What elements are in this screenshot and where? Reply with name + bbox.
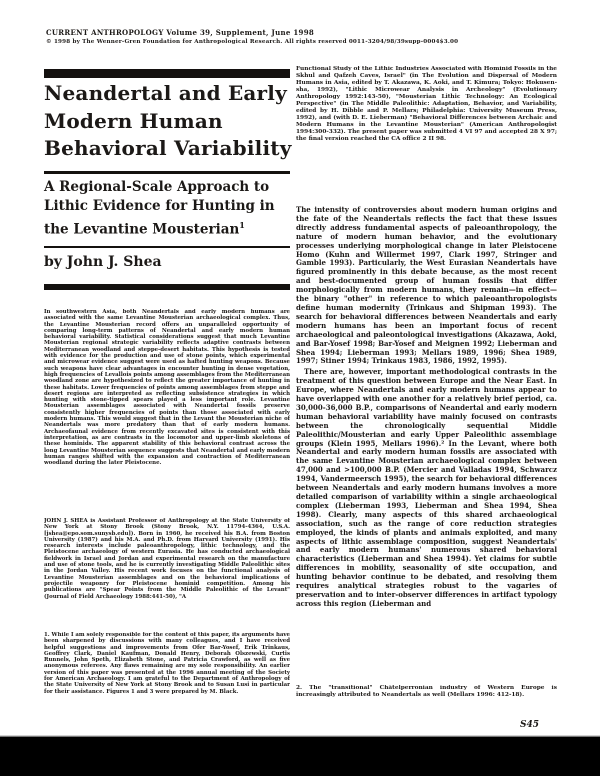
- article-body: [296, 206, 557, 658]
- byline-bottom-bar: [44, 284, 290, 290]
- byline: by John J. Shea: [44, 254, 162, 270]
- footnote-1: 1. While I am solely responsible for the content of this paper, its arguments have been sharpened by discussions with many colleagues, and I have received helpful suggestions and improvements from Ofer Bar-Yosef, Erik Trinkaus, Geoffrey Clark, Daniel Kaufman, Donald Henry, Deborah Olszewski, Curtis Runnels, John Speth, Elizabeth Stone, and Patricia Crawford, as well as five anonymous referees. Any flaws remaining are my sole responsibility. An earlier version of this paper was presented at the 1996 annual meeting of the Society for American Archaeology. I am grateful to the Department of Anthropology of the State University of New York at Stony Brook and to Susan Lusi in particular for their assistance. Figures 1 and 3 were prepared by M. Black.: [44, 632, 290, 695]
- subtitle-line-1: A Regional-Scale Approach to: [44, 179, 270, 195]
- journal-running-head: CURRENT ANTHROPOLOGY Volume 39, Supplement, June 1998: [46, 28, 315, 37]
- footnote-2: 2. The "transitional" Châtelperronian industry of Western Europe is increasingly attributed to Neandertals as well (Mellars 1996: 412-18).: [296, 685, 557, 698]
- subtitle-line-3: the Levantine Mousterian$^1$: [44, 220, 245, 238]
- author-bio: JOHN J. SHEA is Assistant Professor of Anthropology at the State University of New York at Stony Brook (Stony Brook, N.Y. 11794-4364, U.S.A. [jshea@epo.som.sunysb.edu]). Born in 1960, he received his B.A. from Boston University (1987) and his M.A. and Ph.D. from Harvard University (1991). His research interests include paleoanthropology, lithic technology, and the Pleistocene archaeology of western Eurasia. He has conducted archaeological fieldwork in Israel and Jordan and experimental research on the manufacture and use of stone tools, and he is currently investigating Middle Paleolithic sites in the Jordan Valley. His recent work focuses on the functional analysis of Levantine Mousterian assemblages and on the behavioral implications of projectile weaponry for Pleistocene hominid competition. Among his publications are "Spear Points from the Middle Paleolithic of the Levant" (Journal of Field Archaeology 1988:441-50), "A: [44, 518, 290, 600]
- byline-top-rule: [44, 246, 290, 248]
- author-bio-continuation: Functional Study of the Lithic Industries Associated with Hominid Fossils in the Skhul and Qafzeh Caves, Israel" (in The Evolution and Dispersal of Modern Humans in Asia, edited by T. Akazawa, K. Aoki, and T. Kimura; Tokyo: Hokusen-sha, 1992), "Lithic Microwear Analysis in Archeology" (Evolutionary Anthropology 1992:143-50), "Mousterian Lithic Technology: An Ecological Perspective" (in The Middle Paleolithic: Adaptation, Behavior, and Variability, edited by H. Dibble and P. Mellars; Philadelphia: University Museum Press, 1992), and (with D. E. Lieberman) "Behavioral Differences between Archaic and Modern Humans in the Levantine Mousterian" (American Anthropologist 1994:300-332). The present paper was submitted 4 VI 97 and accepted 28 X 97; the final version reached the CA office 2 II 98.: [296, 66, 557, 142]
- article-title-line-2: Modern Human: [44, 108, 223, 133]
- article-title-line-3: Behavioral Variability: [44, 136, 292, 160]
- subtitle-line-2: Lithic Evidence for Hunting in: [44, 198, 275, 214]
- article-title: [44, 80, 296, 163]
- abstract-text: In southwestern Asia, both Neandertals and early modern humans are associated with the same Levantine Mousterian archaeological complex. Thus, the Levantine Mousterian record offers an unparalleled opportunity of comparing long-term patterns of Neandertal and early modern human behavioral variability. Statistical considerations suggest that much Levantine Mousterian regional strategic variability reflects adaptive contrasts between Mediterranean woodland and steppe-desert habitats. This hypothesis is tested with evidence for the production and use of stone points, which experimental and microwear evidence suggest were used as hafted hunting weapons. Because such weapons have clear advantages in encounter hunting in dense vegetation, high frequencies of Levallois points among assemblages from the Mediterranean woodland zone are hypothesized to reflect the greater importance of hunting in these habitats. Lower frequencies of points among assemblages from steppe and desert regions are interpreted as reflecting subsistence strategies in which hunting with stone-tipped spears played a less important role. Levantine Mousterian assemblages associated with Neandertal fossils preserve consistently higher frequencies of points than those associated with early modern humans. This would suggest that in the Levant the Mousterian niche of Neandertals was more predatory than that of early modern humans. Archaeofaunal evidence from recently excavated sites is consistent with this interpretation, as are contrasts in the locomotor and upper-limb skeletons of these hominids. The apparent stability of this behavioral contrast across the long Levantine Mousterian sequence suggests that Neandertal and early modern human ranges shifted with the expansion and contraction of Mediterranean woodland during the later Pleistocene.: [44, 309, 290, 467]
- subtitle-footnote-marker: 1: [239, 220, 245, 230]
- copyright-line: © 1998 by The Wenner-Gren Foundation for Anthropological Research. All rights reserved 0011-3204/98/39supp-0004$3.00: [46, 39, 459, 45]
- title-top-bar: [44, 69, 290, 78]
- body-paragraph-1: The intensity of controversies about modern human origins and the fate of the Neandertals reflects the fact that these issues directly address fundamental aspects of paleoanthropology, the nature of modern human behavior, and the evolutionary processes underlying morphological change in later Pleistocene Homo (Kuhn and Willermet 1997, Clark 1997, Stringer and Gamble 1993). Particularly, the West Eurasian Neandertals have figured prominently in this debate because, as the most recent and best-documented group of human fossils that differ morphologically from modern humans, they remain—in effect—the binary "other" in reference to which paleoanthropologists define human modernity (Trinkaus and Shipman 1993). The search for behavioral differences between Neandertals and early modern humans has been an important focus of recent archaeological and paleontological investigations (Akazawa, Aoki, and Bar-Yosef 1998; Bar-Yosef and Meignen 1992; Lieberman and Shea 1994; Lieberman 1993; Mellars 1989, 1996; Shea 1989, 1997; Stiner 1994; Trinkaus 1983, 1986, 1992, 1995).: [296, 206, 557, 366]
- body-paragraph-2: There are, however, important methodological contrasts in the treatment of this question between Europe and the Near East. In Europe, where Neandertals and early modern humans appear to have overlapped with one another for a relatively brief period, ca. 30,000-36,000 B.P., comparisons of Neandertal and early modern human behavioral variability have mainly focused on contrasts between the chronologically sequential Middle Paleolithic/Mousterian and early Upper Paleolithic assemblage groups (Klein 1995, Mellars 1996).² In the Levant, where both Neandertal and early modern human fossils are associated with the same Levantine Mousterian archaeological complex between 47,000 and >100,000 B.P. (Mercier and Valladas 1994, Schwarcz 1994, Vandermeersch 1995), the search for behavioral differences between Neandertals and early modern humans involves a more detailed comparison of variability within a single archaeological complex (Lieberman 1993, Lieberman and Shea 1994, Shea 1998). Clearly, many aspects of this shared archaeological association, such as the range of core reduction strategies employed, the kinds of plants and animals exploited, and many aspects of lithic assemblage composition, suggest Neandertals' and early modern humans' numerous shared behavioral characteristics (Lieberman and Shea 1994). Yet claims for subtle differences in mobility, seasonality of site occupation, and hunting behavior continue to be debated, and resolving them requires analytical strategies robust to the vagaries of preservation and to inter-observer differences in artifact typology across this region (Lieberman and: [296, 367, 557, 608]
- article-subtitle: [44, 178, 294, 240]
- bottom-black-band: [0, 737, 600, 776]
- title-divider-rule: [44, 171, 290, 174]
- article-title-line-1: Neandertal and Early: [44, 81, 287, 105]
- page-number: S45: [520, 720, 540, 730]
